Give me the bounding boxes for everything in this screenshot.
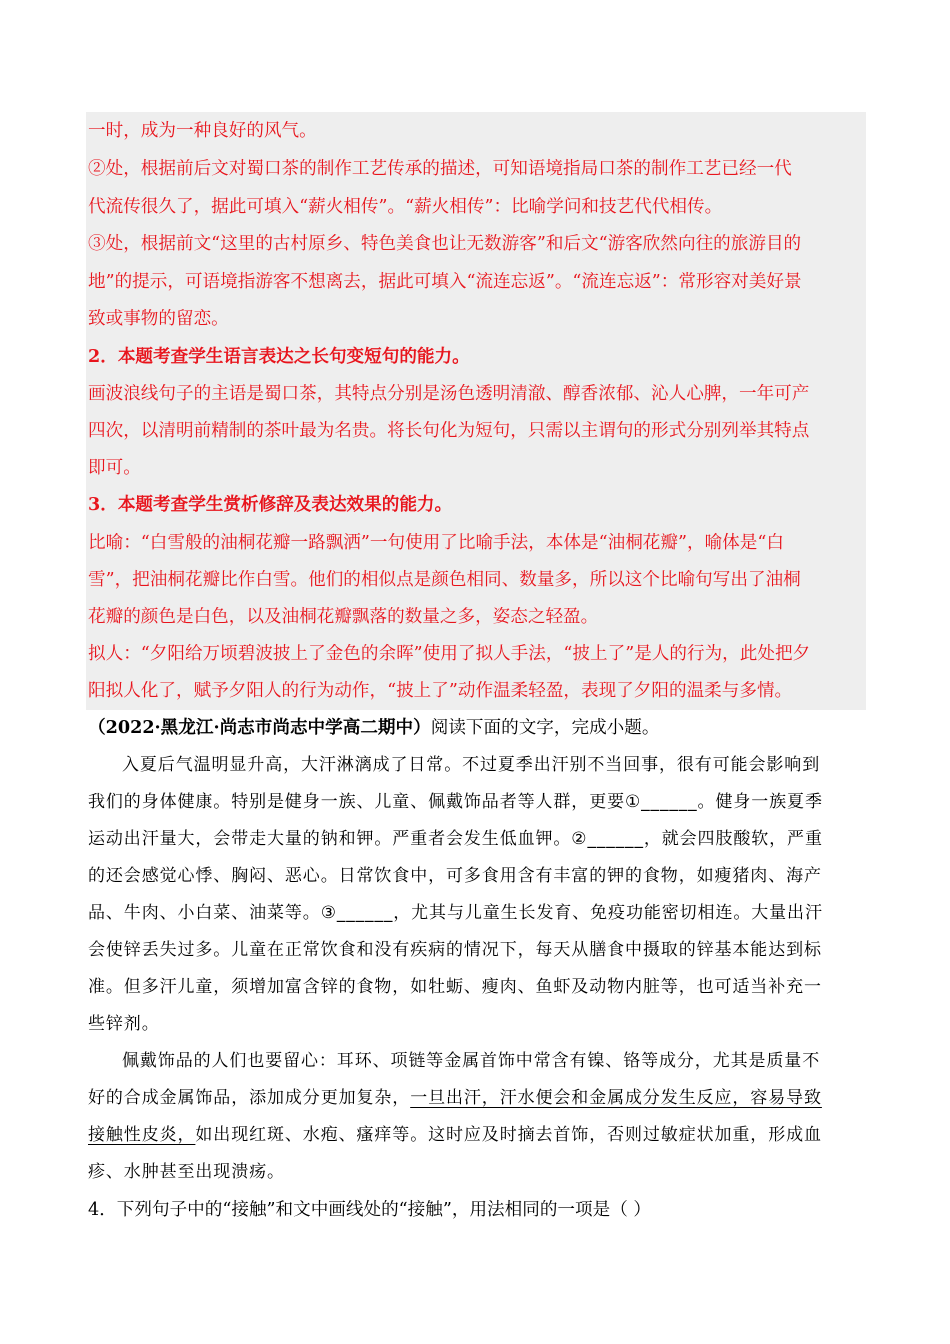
question-3-heading: 3．本题考查学生赏析修辞及表达效果的能力。 [88, 494, 453, 515]
passage-line: 些锌剂。 [88, 1014, 160, 1034]
passage-line: 的还会感觉心悸、胸闷、恶心。日常饮食中，可多食用含有丰富的钾的食物，如瘦猪肉、海产 [88, 866, 822, 886]
passage-line: 疹、水肿甚至出现溃疡。 [88, 1162, 285, 1182]
source-label: （2022·黑龙江·尚志市尚志中学高二期中） [88, 717, 431, 738]
source-instruction: 阅读下面的文字，完成小题。 [430, 718, 660, 738]
answer-line: ②处，根据前后文对蜀口茶的制作工艺传承的描述，可知语境指局口茶的制作工艺已经一代 [88, 159, 792, 179]
passage-line: 准。但多汗儿童，须增加富含锌的食物，如牡蛎、瘦肉、鱼虾及动物内脏等，也可适当补充一 [88, 977, 822, 997]
passage-line [88, 1123, 822, 1147]
passage-line: 会使锌丢失过多。儿童在正常饮食和没有疾病的情况下，每天从膳食中摄取的锌基本能达到标 [88, 940, 822, 960]
answer-line: 花瓣的颜色是白色，以及油桐花瓣飘落的数量之多，姿态之轻盈。 [88, 607, 599, 627]
answer-line: 一时，成为一种良好的风气。 [88, 121, 317, 141]
answer-line: 画波浪线句子的主语是蜀口茶，其特点分别是汤色透明清澈、醇香浓郁、沁人心脾，一年可产 [88, 384, 810, 404]
passage-line [88, 1086, 822, 1110]
answer-line: 四次，以清明前精制的茶叶最为名贵。将长句化为短句，只需以主谓句的形式分别列举其特点 [88, 421, 810, 441]
answer-line: 拟人：“夕阳给万顷碧波披上了金色的余晖”使用了拟人手法，“披上了”是人的行为，此处把夕 [88, 644, 811, 664]
passage-line: 佩戴饰品的人们也要留心：耳环、项链等金属首饰中常含有镍、铬等成分，尤其是质量不 [122, 1051, 821, 1071]
underlined-sentence: 接触性皮炎， [88, 1125, 196, 1145]
passage-line: 品、牛肉、小白菜、油菜等。③______，尤其与儿童生长发育、免疫功能密切相连。大量出汗 [88, 903, 823, 923]
answer-line: 雪”，把油桐花瓣比作白雪。他们的相似点是颜色相同、数量多，所以这个比喻句写出了油桐 [88, 570, 801, 590]
source-line [88, 716, 659, 740]
passage-text: 如出现红斑、水疱、瘙痒等。这时应及时摘去首饰，否则过敏症状加重，形成血 [195, 1125, 822, 1145]
passage-line: 入夏后气温明显升高，大汗淋漓成了日常。不过夏季出汗别不当回事，很有可能会影响到 [122, 755, 821, 775]
passage-line: 我们的身体健康。特别是健身一族、儿童、佩戴饰品者等人群，更要①______。健身一族夏季 [88, 792, 823, 812]
answer-line: 即可。 [88, 458, 141, 478]
answer-line: 代流传很久了，据此可填入“薪火相传”。“薪火相传”：比喻学问和技艺代代相传。 [88, 197, 723, 217]
underlined-sentence: 一旦出汗，汗水便会和金属成分发生反应，容易导致 [410, 1088, 822, 1108]
answer-line: 致或事物的留恋。 [88, 309, 229, 329]
question-4-stem: 4．下列句子中的“接触”和文中画线处的“接触”，用法相同的一项是（ ） [88, 1200, 651, 1220]
answer-line: 地”的提示，可语境指游客不想离去，据此可填入“流连忘返”。“流连忘返”：常形容对美好景 [88, 272, 802, 292]
answer-line: 比喻：“白雪般的油桐花瓣一路飘洒”一句使用了比喻手法，本体是“油桐花瓣”，喻体是“白 [88, 533, 784, 553]
passage-text: 好的合成金属饰品，添加成分更加复杂， [88, 1088, 411, 1108]
question-2-heading: 2．本题考查学生语言表达之长句变短句的能力。 [88, 346, 470, 367]
passage-line: 运动出汗量大，会带走大量的钠和钾。严重者会发生低血钾。②______，就会四肢酸软，严重 [88, 829, 823, 849]
answer-line: ③处，根据前文“这里的古村原乡、特色美食也让无数游客”和后文“游客欣然向往的旅游目的 [88, 234, 802, 254]
answer-line: 阳拟人化了，赋予夕阳人的行为动作，“披上了”动作温柔轻盈，表现了夕阳的温柔与多情。 [88, 681, 793, 701]
